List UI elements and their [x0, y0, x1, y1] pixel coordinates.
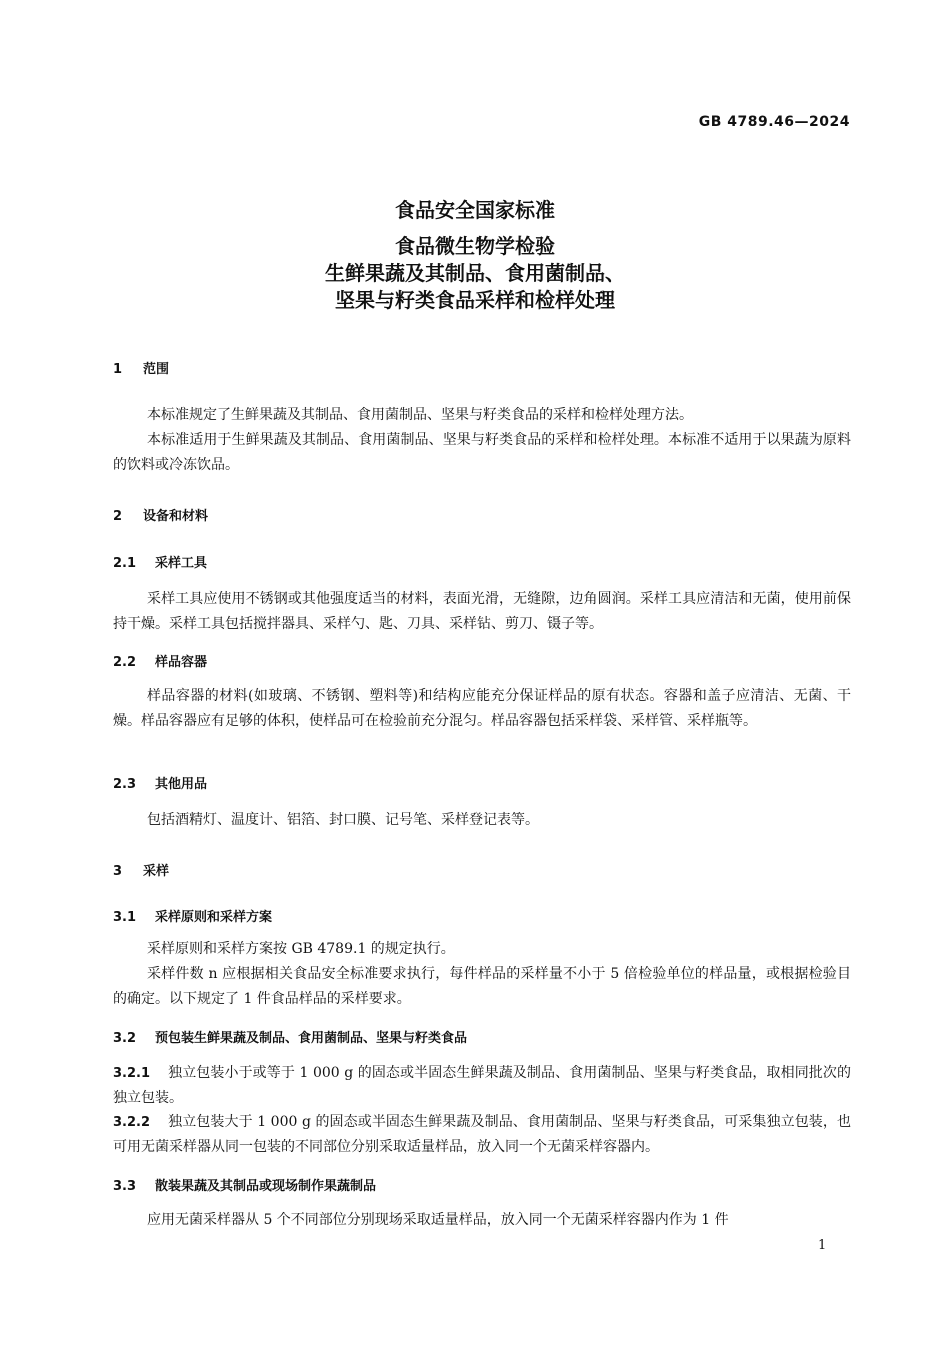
- section-3-3-heading: [113, 1175, 376, 1194]
- document-title-sub: [0, 233, 950, 314]
- clause-text: 独立包装小于或等于 1 000 g 的固态或半固态生鲜果蔬及制品、食用菌制品、坚果与籽类食品，取相同批次的独立包装。: [113, 1065, 851, 1106]
- section-number: 1: [113, 362, 123, 377]
- section-2-2-heading: [113, 651, 207, 670]
- section-number: 3.3: [113, 1179, 137, 1194]
- section-3-2-1-paragraph: [113, 1061, 851, 1111]
- section-number: 2.3: [113, 777, 137, 792]
- section-1-paragraph-2: 本标准适用于生鲜果蔬及其制品、食用菌制品、坚果与籽类食品的采样和检样处理。本标准不适用于以果蔬为原料的饮料或冷冻饮品。: [113, 432, 851, 473]
- standard-code: GB 4789.46—2024: [698, 114, 850, 130]
- section-number: 2.2: [113, 655, 137, 670]
- section-title: 散装果蔬及其制品或现场制作果蔬制品: [155, 1179, 377, 1194]
- section-number: 2: [113, 509, 123, 524]
- section-number: 2.1: [113, 556, 137, 571]
- section-title: 采样原则和采样方案: [155, 910, 273, 925]
- clause-number: 3.2.1: [113, 1066, 151, 1081]
- page-number: 1: [818, 1238, 827, 1253]
- section-number: 3: [113, 864, 123, 879]
- section-title: 采样工具: [155, 556, 208, 571]
- section-3-2-2-paragraph: [113, 1110, 851, 1160]
- section-3-1-paragraph-2: 采样件数 n 应根据相关食品安全标准要求执行，每件样品的采样量不小于 5 倍检验单位的样品量，或根据检验目的确定。以下规定了 1 件食品样品的采样要求。: [113, 966, 851, 1007]
- title-line-4: 坚果与籽类食品采样和检样处理: [335, 288, 615, 312]
- section-title: 其他用品: [155, 777, 208, 792]
- section-2-3-paragraph: 包括酒精灯、温度计、铝箔、封口膜、记号笔、采样登记表等。: [147, 812, 539, 828]
- section-3-3-paragraph: 应用无菌采样器从 5 个不同部位分别现场采取适量样品，放入同一个无菌采样容器内作为 1 件: [147, 1212, 729, 1228]
- document-title-main: 食品安全国家标准: [395, 198, 555, 222]
- section-title: 样品容器: [155, 655, 208, 670]
- section-3-1-paragraph-1: 采样原则和采样方案按 GB 4789.1 的规定执行。: [147, 941, 455, 957]
- section-title: 预包装生鲜果蔬及制品、食用菌制品、坚果与籽类食品: [155, 1031, 468, 1046]
- clause-text: 独立包装大于 1 000 g 的固态或半固态生鲜果蔬及制品、食用菌制品、坚果与籽类食品，可采集独立包装，也可用无菌采样器从同一包装的不同部位分别采取适量样品，放入同一个无菌采样容器内。: [113, 1114, 851, 1155]
- section-number: 3.1: [113, 910, 137, 925]
- section-3-1-heading: [113, 906, 272, 925]
- section-2-1-heading: [113, 552, 207, 571]
- section-1-heading: [113, 358, 169, 377]
- section-2-heading: [113, 505, 208, 524]
- title-line-3: 生鲜果蔬及其制品、食用菌制品、: [325, 261, 625, 285]
- section-3-2-heading: [113, 1027, 467, 1046]
- section-3-heading: [113, 860, 169, 879]
- section-1-paragraph-1: 本标准规定了生鲜果蔬及其制品、食用菌制品、坚果与籽类食品的采样和检样处理方法。: [147, 407, 693, 423]
- section-2-2-paragraph: 样品容器的材料(如玻璃、不锈钢、塑料等)和结构应能充分保证样品的原有状态。容器和盖子应清洁、无菌、干燥。样品容器应有足够的体积，使样品可在检验前充分混匀。样品容器包括采样袋、采样管、采样瓶等。: [113, 688, 851, 729]
- section-2-1-paragraph: 采样工具应使用不锈钢或其他强度适当的材料，表面光滑，无缝隙，边角圆润。采样工具应清洁和无菌，使用前保持干燥。采样工具包括搅拌器具、采样勺、匙、刀具、采样钻、剪刀、镊子等。: [113, 591, 851, 632]
- title-line-2: 食品微生物学检验: [395, 234, 555, 258]
- section-number: 3.2: [113, 1031, 137, 1046]
- section-title: 范围: [143, 362, 170, 377]
- section-title: 采样: [143, 864, 170, 879]
- clause-number: 3.2.2: [113, 1115, 151, 1130]
- section-title: 设备和材料: [143, 509, 209, 524]
- section-2-3-heading: [113, 773, 207, 792]
